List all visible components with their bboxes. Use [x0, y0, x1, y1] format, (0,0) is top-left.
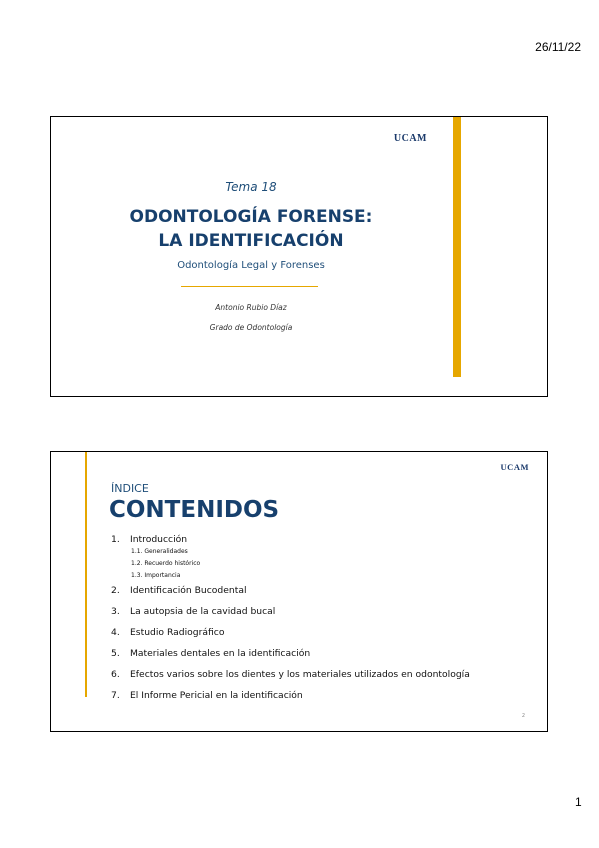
toc-number: 1. [111, 534, 120, 545]
toc-number: 7. [111, 690, 120, 701]
toc-item [111, 648, 531, 660]
toc-label: Identificación Bucodental [130, 585, 247, 596]
page-number: 1 [575, 795, 582, 809]
subject-label: Odontología Legal y Forenses [177, 260, 325, 271]
toc-label: Materiales dentales en la identificación [130, 648, 311, 659]
author: Antonio Rubio Díaz [215, 303, 287, 312]
toc-subitems [111, 546, 531, 582]
toc-label: Introducción [130, 534, 188, 545]
toc-number: 4. [111, 627, 120, 638]
toc-subitem: 1.2. Recuerdo histórico [131, 560, 201, 567]
toc-item [111, 606, 531, 618]
toc-item [111, 585, 531, 597]
presentation-title [51, 205, 451, 253]
toc-item [111, 690, 531, 702]
ucam-logo: UCAM [500, 462, 529, 472]
degree: Grado de Odontología [209, 323, 293, 332]
toc-label: Efectos varios sobre los dientes y los materiales utilizados en odontología [130, 669, 470, 680]
table-of-contents [111, 534, 531, 702]
slide-contents [50, 451, 548, 732]
page-date: 26/11/22 [535, 40, 581, 54]
slide-title [50, 116, 548, 397]
toc-subitem: 1.1. Generalidades [131, 548, 188, 555]
accent-bar [453, 117, 461, 377]
toc-number: 6. [111, 669, 120, 680]
toc-label: El Informe Pericial en la identificación [130, 690, 303, 701]
ucam-logo: UCAM [393, 133, 427, 144]
slide-number: 2 [521, 713, 525, 719]
title-line-2: LA IDENTIFICACIÓN [158, 231, 344, 251]
topic-label: Tema 18 [225, 180, 277, 194]
toc-label: La autopsia de la cavidad bucal [130, 606, 276, 617]
divider [181, 286, 318, 287]
accent-bar [85, 452, 87, 697]
toc-item [111, 627, 531, 639]
toc-number: 3. [111, 606, 120, 617]
toc-number: 5. [111, 648, 120, 659]
contents-heading: CONTENIDOS [109, 497, 280, 523]
toc-label: Estudio Radiográfico [130, 627, 225, 638]
toc-number: 2. [111, 585, 120, 596]
toc-item [111, 669, 531, 681]
toc-item [111, 534, 531, 546]
index-label: ÍNDICE [111, 482, 149, 495]
toc-subitem: 1.3. Importancia [131, 572, 181, 579]
title-line-1: ODONTOLOGÍA FORENSE: [129, 207, 373, 227]
